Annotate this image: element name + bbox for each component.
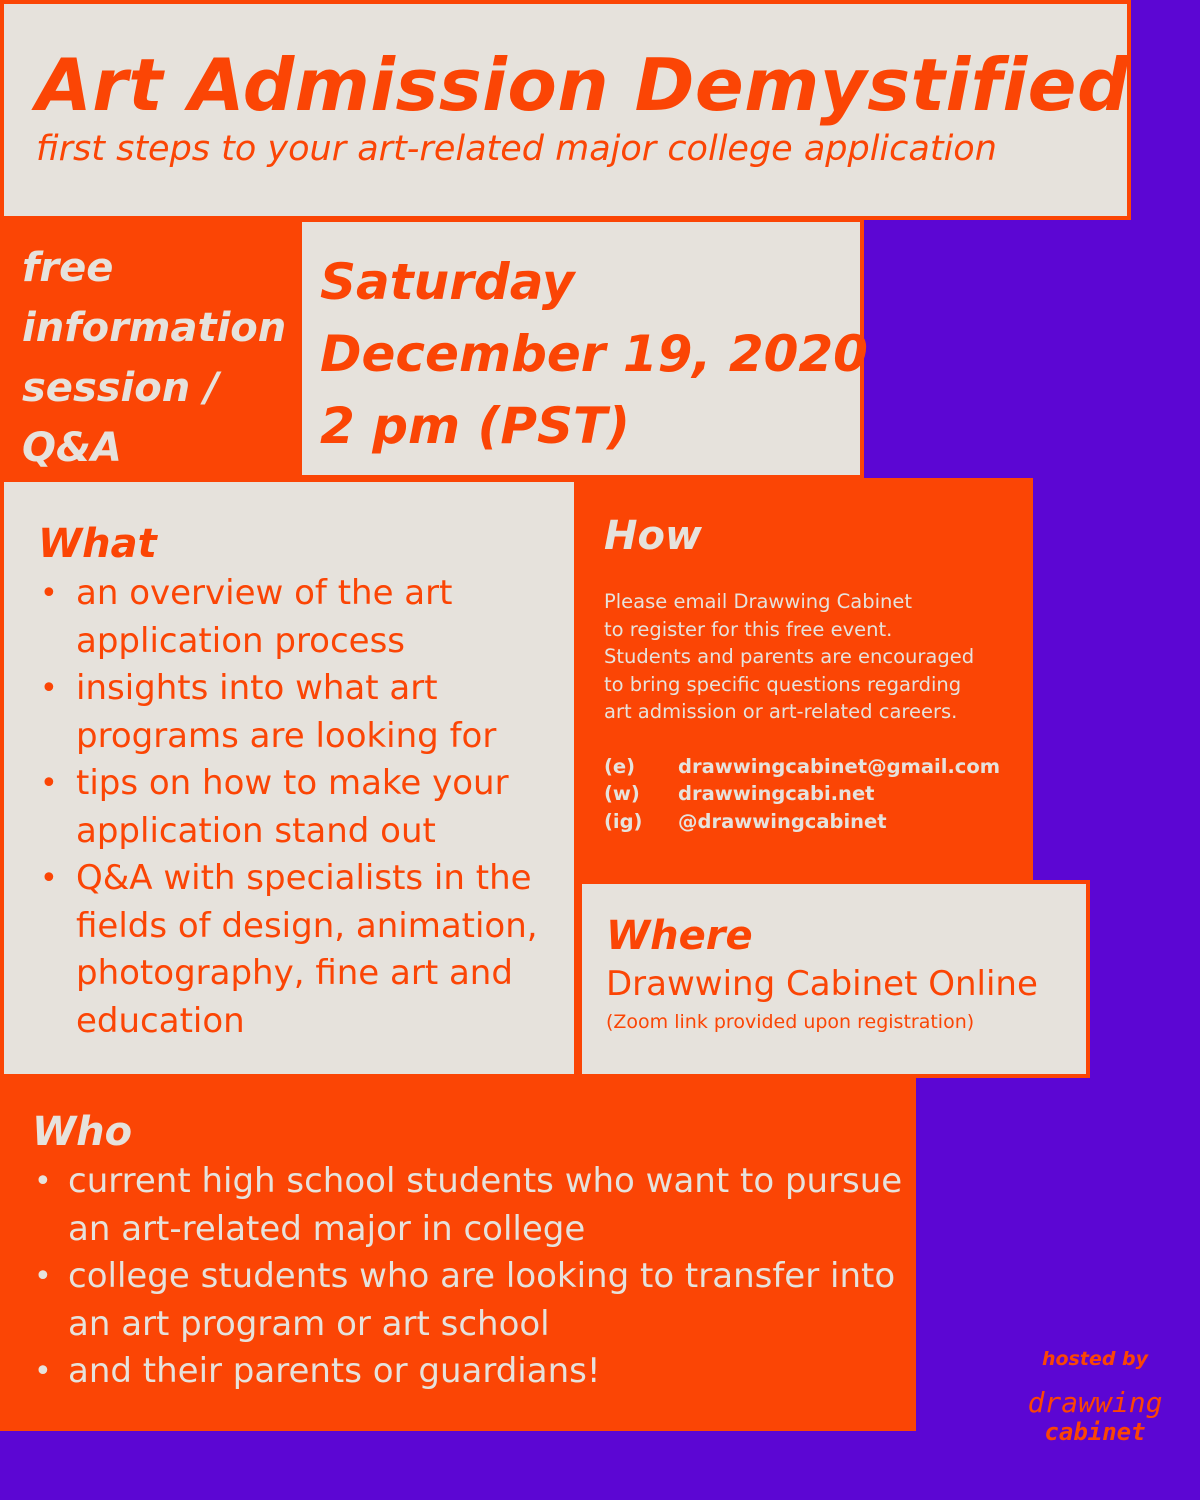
contact-list — [604, 753, 1033, 836]
session-line: free — [22, 245, 114, 291]
how-line: Please email Drawwing Cabinet — [604, 590, 913, 613]
contact-email[interactable] — [604, 753, 1033, 781]
contact-key: (e) — [604, 754, 636, 778]
list-item: • current high school students who want to pursue an art-related major in college — [32, 1158, 916, 1253]
list-item: • and their parents or guardians! — [32, 1348, 916, 1396]
contact-instagram[interactable] — [604, 808, 1033, 836]
contact-value[interactable]: drawwingcabinet@gmail.com — [678, 754, 1001, 778]
where-heading: Where — [606, 913, 753, 959]
logo-line-2: cabinet — [1044, 1418, 1146, 1446]
drawwing-cabinet-logo — [1025, 1384, 1165, 1448]
contact-value[interactable]: @drawwingcabinet — [678, 809, 887, 833]
list-item: • insights into what art programs are looking for — [38, 665, 574, 760]
event-date: December 19, 2020 — [320, 325, 868, 383]
list-item: • college students who are looking to transfer into an art program or art school — [32, 1253, 916, 1348]
how-line: to register for this free event. — [604, 617, 893, 641]
how-panel — [578, 478, 1033, 882]
where-place: Drawwing Cabinet Online — [606, 964, 1038, 1004]
page-title: Art Admission Demystified — [36, 43, 1130, 127]
list-item: • Q&A with specialists in the fields of design, animation, photography, fine art and education — [38, 855, 574, 1045]
contact-key: (ig) — [604, 809, 643, 833]
title-panel — [0, 0, 1131, 220]
what-list — [38, 570, 574, 1045]
how-line: Students and parents are encouraged — [604, 645, 975, 668]
who-panel — [0, 1078, 916, 1431]
who-list — [32, 1158, 916, 1396]
list-item: • tips on how to make your application stand out — [38, 760, 574, 855]
session-line: information — [22, 305, 287, 351]
how-heading: How — [604, 513, 702, 559]
date-panel — [298, 218, 868, 479]
event-time: 2 pm (PST) — [320, 397, 630, 455]
contact-value[interactable]: drawwingcabi.net — [678, 782, 875, 805]
list-item: • an overview of the art application process — [38, 570, 574, 665]
session-type — [22, 238, 300, 478]
where-panel — [578, 880, 1090, 1078]
how-description — [604, 588, 1033, 726]
who-heading: Who — [32, 1109, 133, 1155]
how-line: to bring specific questions regarding — [604, 672, 962, 696]
host-label: hosted by — [1041, 1348, 1149, 1370]
session-type-panel — [0, 220, 300, 480]
what-heading: What — [38, 521, 157, 567]
contact-website[interactable] — [604, 780, 1033, 808]
session-line: Q&A — [22, 425, 122, 471]
where-note: (Zoom link provided upon registration) — [606, 1010, 975, 1033]
what-panel — [0, 478, 578, 1078]
host-credit — [1020, 1348, 1170, 1448]
page-subtitle: first steps to your art-related major college application — [36, 128, 997, 169]
logo-line-1: drawwing — [1027, 1386, 1163, 1419]
session-line: session / — [22, 365, 219, 411]
how-line: art admission or art-related careers. — [604, 700, 958, 723]
event-day: Saturday — [320, 253, 575, 311]
contact-key: (w) — [604, 782, 640, 805]
